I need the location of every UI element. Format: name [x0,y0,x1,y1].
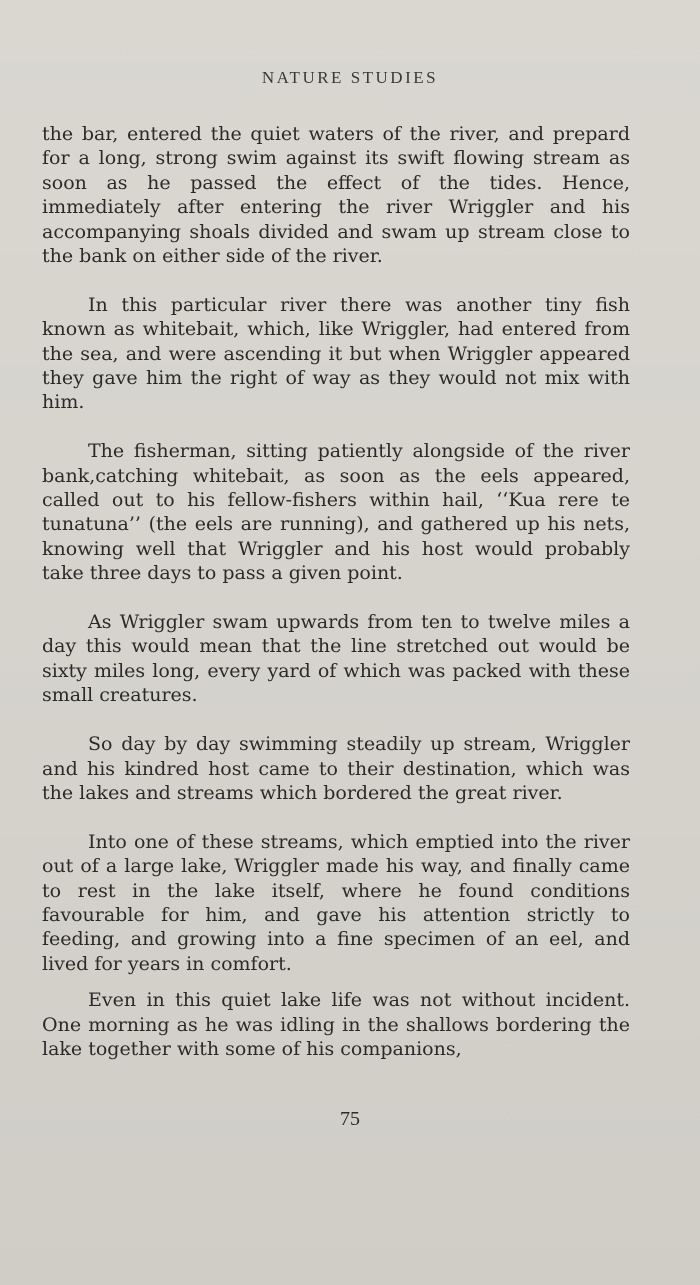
paragraph-1: the bar, entered the quiet waters of the river, and prepard for a long, strong swim against its swift flowing stream as soon as he passed the effect of the tides. Hence, immediately after entering the river Wriggler and his accompanying shoals divided and swam up stream close to the bank on either side of the river. [42,123,630,268]
paragraph-4: As Wriggler swam upwards from ten to twelve miles a day this would mean that the line stretched out would be sixty miles long, every yard of which was packed with these small creatures. [42,611,630,707]
running-head: NATURE STUDIES [261,68,439,87]
paragraph-5: So day by day swimming steadily up stream, Wriggler and his kindred host came to their destination, which was the lakes and streams which bordered the great river. [42,733,630,804]
paragraph-2: In this particular river there was another tiny fish known as whitebait, which, like Wriggler, had entered from the sea, and were ascending it but when Wriggler appeared they gave him the right of way as they would not mix with him. [42,293,630,414]
paragraph-3: The fisherman, sitting patiently alongside of the river bank,catching whitebait, as soon as the eels appeared, called out to his fellow-fishers within hail, ‘‘Kua rere te tunatuna’’ (the eels are running), and gathered up his nets, knowing well that Wriggler and his host would probably take three days to pass a given point. [42,440,630,585]
body-text [42,122,630,1061]
paragraph-6: Into one of these streams, which emptied into the river out of a large lake, Wriggler made his way, and finally came to rest in the lake itself, where he found conditions favourable for him, and gave his attention strictly to feeding, and growing into a fine specimen of an eel, and lived for years in comfort. [42,830,630,975]
paragraph-7: Even in this quiet lake life was not without incident. One morning as he was idling in the shallows bordering the lake together with some of his companions, [42,989,630,1060]
page-number: 75 [340,1108,360,1130]
